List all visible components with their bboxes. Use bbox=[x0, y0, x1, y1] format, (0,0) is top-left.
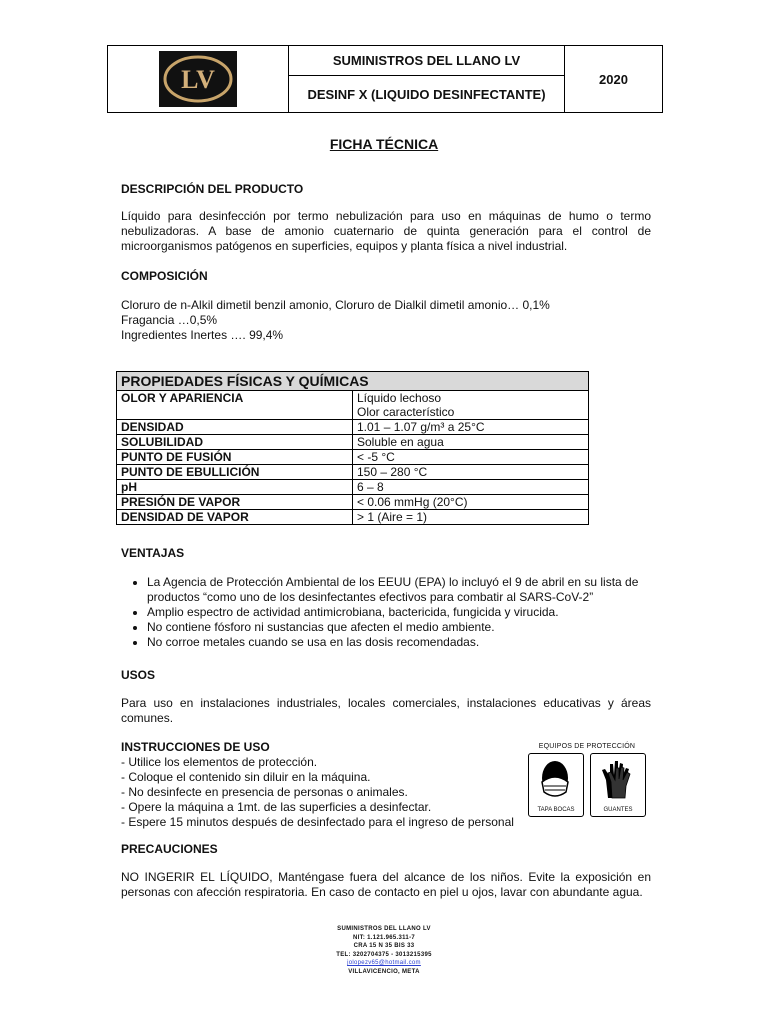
advantages-heading: VENTAJAS bbox=[121, 546, 185, 560]
precautions-section bbox=[121, 842, 651, 900]
instruction-line: - Opere la máquina a 1mt. de las superficies a desinfectar. bbox=[121, 800, 432, 814]
table-row bbox=[117, 450, 589, 465]
face-mask-icon bbox=[534, 758, 576, 802]
svg-text:LV: LV bbox=[181, 65, 215, 94]
table-row bbox=[117, 435, 589, 450]
uses-section bbox=[121, 668, 651, 726]
logo-cell bbox=[108, 46, 289, 113]
property-value: 150 – 280 °C bbox=[353, 465, 589, 480]
property-name: PRESIÓN DE VAPOR bbox=[117, 495, 353, 510]
properties-heading: PROPIEDADES FÍSICAS Y QUÍMICAS bbox=[117, 372, 589, 391]
property-name: OLOR Y APARIENCIA bbox=[117, 391, 353, 420]
footer-nit: NIT: 1.121.965.311-7 bbox=[352, 934, 416, 941]
footer-email-link[interactable]: jolopezv65@hotmail.com bbox=[347, 960, 421, 966]
uses-text: Para uso en instalaciones industriales, locales comerciales, instalaciones educativas y áreas comunes. bbox=[121, 696, 651, 725]
document-year: 2020 bbox=[565, 46, 663, 113]
company-logo bbox=[159, 51, 237, 107]
instruction-line: - Utilice los elementos de protección. bbox=[121, 755, 318, 769]
property-value: < -5 °C bbox=[353, 450, 589, 465]
list-item: • No corroe metales cuando se usa en las dosis recomendadas. bbox=[147, 635, 651, 650]
advantages-section bbox=[121, 546, 651, 650]
composition-section bbox=[121, 269, 651, 343]
property-name: pH bbox=[117, 480, 353, 495]
document-title: FICHA TÉCNICA bbox=[329, 136, 439, 152]
property-value: 6 – 8 bbox=[353, 480, 589, 495]
table-row bbox=[117, 391, 589, 420]
property-name: SOLUBILIDAD bbox=[117, 435, 353, 450]
property-value: > 1 (Aire = 1) bbox=[353, 510, 589, 525]
table-row bbox=[117, 510, 589, 525]
composition-heading: COMPOSICIÓN bbox=[121, 269, 208, 283]
gloves-card bbox=[590, 753, 646, 817]
instruction-line: - Coloque el contenido sin diluir en la máquina. bbox=[121, 770, 371, 784]
property-name: PUNTO DE FUSIÓN bbox=[117, 450, 353, 465]
footer-address: CRA 15 N 35 BIS 33 bbox=[353, 943, 415, 949]
list-item: • No contiene fósforo ni sustancias que afecten el medio ambiente. bbox=[147, 620, 651, 635]
property-name: DENSIDAD DE VAPOR bbox=[117, 510, 353, 525]
table-row bbox=[117, 480, 589, 495]
properties-table bbox=[116, 371, 589, 525]
instruction-line: - Espere 15 minutos después de desinfectado para el ingreso de personal bbox=[121, 815, 514, 829]
protection-title: EQUIPOS DE PROTECCIÓN bbox=[538, 743, 636, 750]
list-item: • Amplio espectro de actividad antimicrobiana, bactericida, fungicida y virucida. bbox=[147, 605, 651, 620]
precautions-text: NO INGERIR EL LÍQUIDO, Manténgase fuera del alcance de los niños. Evite la exposición en personas con afección respiratoria. En caso de contacto en piel u ojos, lavar con abundante agua. bbox=[121, 870, 651, 899]
company-name: SUMINISTROS DEL LLANO LV bbox=[289, 46, 565, 76]
property-value: Líquido lechoso Olor característico bbox=[353, 391, 589, 420]
property-name: DENSIDAD bbox=[117, 420, 353, 435]
instruction-line: - No desinfecte en presencia de personas o animales. bbox=[121, 785, 408, 799]
composition-line: Ingredientes Inertes …. 99,4% bbox=[121, 328, 284, 342]
gloves-label: GUANTES bbox=[603, 807, 633, 813]
composition-line: Fragancia …0,5% bbox=[121, 313, 218, 327]
property-value: 1.01 – 1.07 g/m³ a 25°C bbox=[353, 420, 589, 435]
table-row bbox=[117, 420, 589, 435]
instructions-section bbox=[121, 740, 521, 830]
product-name: DESINF X (LIQUIDO DESINFECTANTE) bbox=[289, 76, 565, 113]
composition-line: Cloruro de n-Alkil dimetil benzil amonio, Cloruro de Dialkil dimetil amonio… 0,1% bbox=[121, 298, 550, 312]
table-row bbox=[117, 495, 589, 510]
mask-card bbox=[528, 753, 584, 817]
footer-company: SUMINISTROS DEL LLANO LV bbox=[337, 926, 431, 932]
description-section bbox=[121, 182, 651, 254]
precautions-heading: PRECAUCIONES bbox=[121, 842, 218, 856]
protection-equipment bbox=[528, 743, 646, 817]
document-footer bbox=[0, 925, 768, 976]
gloves-icon bbox=[596, 758, 638, 802]
property-name: PUNTO DE EBULLICIÓN bbox=[117, 465, 353, 480]
list-item: • La Agencia de Protección Ambiental de los EEUU (EPA) lo incluyó el 9 de abril en su lista de productos “como uno de los desinfectantes efectivos para combatir al SARS-CoV-2” bbox=[147, 575, 651, 605]
document-header bbox=[107, 45, 663, 113]
instructions-heading: INSTRUCCIONES DE USO bbox=[121, 740, 270, 754]
footer-city: VILLAVICENCIO, META bbox=[348, 968, 420, 975]
mask-label: TAPA BOCAS bbox=[537, 807, 575, 813]
property-value: Soluble en agua bbox=[353, 435, 589, 450]
footer-phones: TEL: 3202704375 - 3013215395 bbox=[336, 951, 432, 958]
description-heading: DESCRIPCIÓN DEL PRODUCTO bbox=[121, 182, 304, 196]
uses-heading: USOS bbox=[121, 668, 156, 682]
description-text: Líquido para desinfección por termo nebulización para uso en máquinas de humo o termo nebulizadoras. A base de amonio cuaternario de quinta generación para el control de microorganismos patógenos en superficies, equipos y planta física a nivel industrial. bbox=[121, 209, 651, 253]
property-value: < 0.06 mmHg (20°C) bbox=[353, 495, 589, 510]
table-row bbox=[117, 465, 589, 480]
